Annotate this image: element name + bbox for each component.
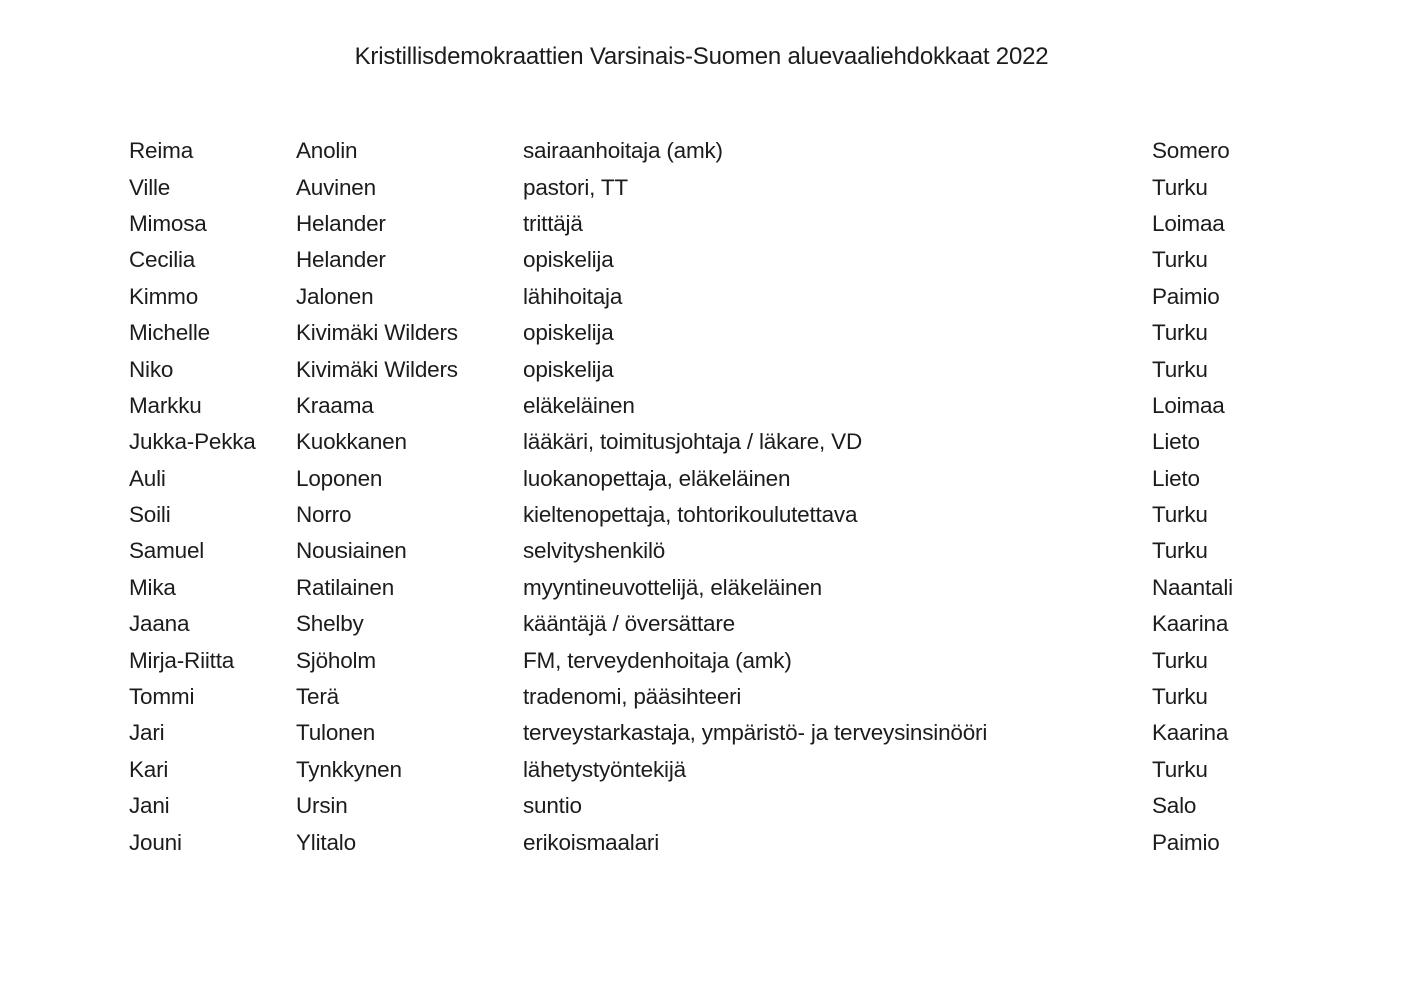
table-row (129, 461, 1363, 497)
municipality-cell: Paimio (1152, 283, 1220, 309)
municipality-cell: Lieto (1152, 465, 1200, 491)
municipality-cell: Kaarina (1152, 611, 1229, 637)
page-title: Kristillisdemokraattien Varsinais-Suomen aluevaaliehdokkaat 2022 (354, 43, 1049, 70)
municipality-cell: Naantali (1152, 574, 1233, 600)
first-name-cell: Niko (129, 356, 174, 382)
municipality-cell: Lieto (1152, 429, 1200, 455)
occupation-cell: lähihoitaja (523, 283, 623, 309)
table-row (129, 169, 1363, 205)
table-row (129, 606, 1363, 642)
first-name-cell: Cecilia (129, 247, 196, 273)
table-row (129, 388, 1363, 424)
municipality-cell: Loimaa (1152, 392, 1225, 418)
municipality-cell: Turku (1152, 538, 1208, 564)
last-name-cell: Nousiainen (296, 538, 407, 564)
last-name-cell: Sjöholm (296, 647, 376, 673)
table-row (129, 679, 1363, 715)
municipality-cell: Turku (1152, 174, 1208, 200)
occupation-cell: terveystarkastaja, ympäristö- ja terveysinsinööri (523, 720, 988, 746)
first-name-cell: Jaana (129, 611, 190, 637)
occupation-cell: kääntäjä / översättare (523, 611, 735, 637)
first-name-cell: Jani (129, 793, 170, 819)
last-name-cell: Jalonen (296, 283, 374, 309)
occupation-cell: eläkeläinen (523, 392, 635, 418)
last-name-cell: Helander (296, 247, 386, 273)
occupation-cell: FM, terveydenhoitaja (amk) (523, 647, 792, 673)
occupation-cell: lähetystyöntekijä (523, 756, 686, 782)
last-name-cell: Helander (296, 210, 386, 236)
occupation-cell: kieltenopettaja, tohtorikoulutettava (523, 502, 858, 528)
occupation-cell: opiskelija (523, 356, 614, 382)
last-name-cell: Kuokkanen (296, 429, 407, 455)
table-row (129, 824, 1363, 860)
municipality-cell: Turku (1152, 502, 1208, 528)
occupation-cell: luokanopettaja, eläkeläinen (523, 465, 791, 491)
municipality-cell: Paimio (1152, 829, 1220, 855)
occupation-cell: pastori, TT (523, 174, 628, 200)
first-name-cell: Ville (129, 174, 171, 200)
occupation-cell: opiskelija (523, 320, 614, 346)
first-name-cell: Tommi (129, 684, 195, 710)
municipality-cell: Turku (1152, 247, 1208, 273)
first-name-cell: Samuel (129, 538, 205, 564)
occupation-cell: selvityshenkilö (523, 538, 666, 564)
municipality-cell: Turku (1152, 756, 1208, 782)
last-name-cell: Norro (296, 502, 352, 528)
table-row (129, 133, 1363, 169)
occupation-cell: trittäjä (523, 210, 583, 236)
last-name-cell: Ylitalo (296, 829, 356, 855)
first-name-cell: Michelle (129, 320, 210, 346)
last-name-cell: Anolin (296, 138, 358, 164)
table-row (129, 424, 1363, 460)
first-name-cell: Mimosa (129, 210, 207, 236)
last-name-cell: Ursin (296, 793, 348, 819)
occupation-cell: myyntineuvottelijä, eläkeläinen (523, 574, 822, 600)
occupation-cell: opiskelija (523, 247, 614, 273)
occupation-cell: lääkäri, toimitusjohtaja / läkare, VD (523, 429, 862, 455)
first-name-cell: Auli (129, 465, 166, 491)
last-name-cell: Kivimäki Wilders (296, 320, 458, 346)
last-name-cell: Shelby (296, 611, 364, 637)
table-row (129, 570, 1363, 606)
table-row (129, 788, 1363, 824)
table-row (129, 351, 1363, 387)
occupation-cell: erikoismaalari (523, 829, 659, 855)
table-row (129, 533, 1363, 569)
municipality-cell: Turku (1152, 320, 1208, 346)
municipality-cell: Somero (1152, 138, 1230, 164)
last-name-cell: Ratilainen (296, 574, 395, 600)
first-name-cell: Mirja-Riitta (129, 647, 235, 673)
first-name-cell: Kari (129, 756, 169, 782)
first-name-cell: Kimmo (129, 283, 199, 309)
municipality-cell: Salo (1152, 793, 1197, 819)
first-name-cell: Jukka-Pekka (129, 429, 256, 455)
table-row (129, 206, 1363, 242)
municipality-cell: Kaarina (1152, 720, 1229, 746)
last-name-cell: Auvinen (296, 174, 376, 200)
last-name-cell: Loponen (296, 465, 383, 491)
first-name-cell: Markku (129, 392, 202, 418)
table-row (129, 715, 1363, 751)
occupation-cell: sairaanhoitaja (amk) (523, 138, 723, 164)
table-row (129, 497, 1363, 533)
table-row (129, 279, 1363, 315)
municipality-cell: Turku (1152, 356, 1208, 382)
occupation-cell: suntio (523, 793, 582, 819)
municipality-cell: Turku (1152, 684, 1208, 710)
municipality-cell: Turku (1152, 647, 1208, 673)
last-name-cell: Tynkkynen (296, 756, 402, 782)
first-name-cell: Jouni (129, 829, 182, 855)
first-name-cell: Reima (129, 138, 194, 164)
table-row (129, 642, 1363, 678)
occupation-cell: tradenomi, pääsihteeri (523, 684, 742, 710)
last-name-cell: Tulonen (296, 720, 376, 746)
municipality-cell: Loimaa (1152, 210, 1225, 236)
candidate-table (129, 133, 1363, 861)
last-name-cell: Terä (296, 684, 339, 710)
table-row (129, 315, 1363, 351)
last-name-cell: Kraama (296, 392, 374, 418)
first-name-cell: Jari (129, 720, 165, 746)
table-row (129, 752, 1363, 788)
first-name-cell: Soili (129, 502, 171, 528)
first-name-cell: Mika (129, 574, 176, 600)
table-row (129, 242, 1363, 278)
last-name-cell: Kivimäki Wilders (296, 356, 458, 382)
